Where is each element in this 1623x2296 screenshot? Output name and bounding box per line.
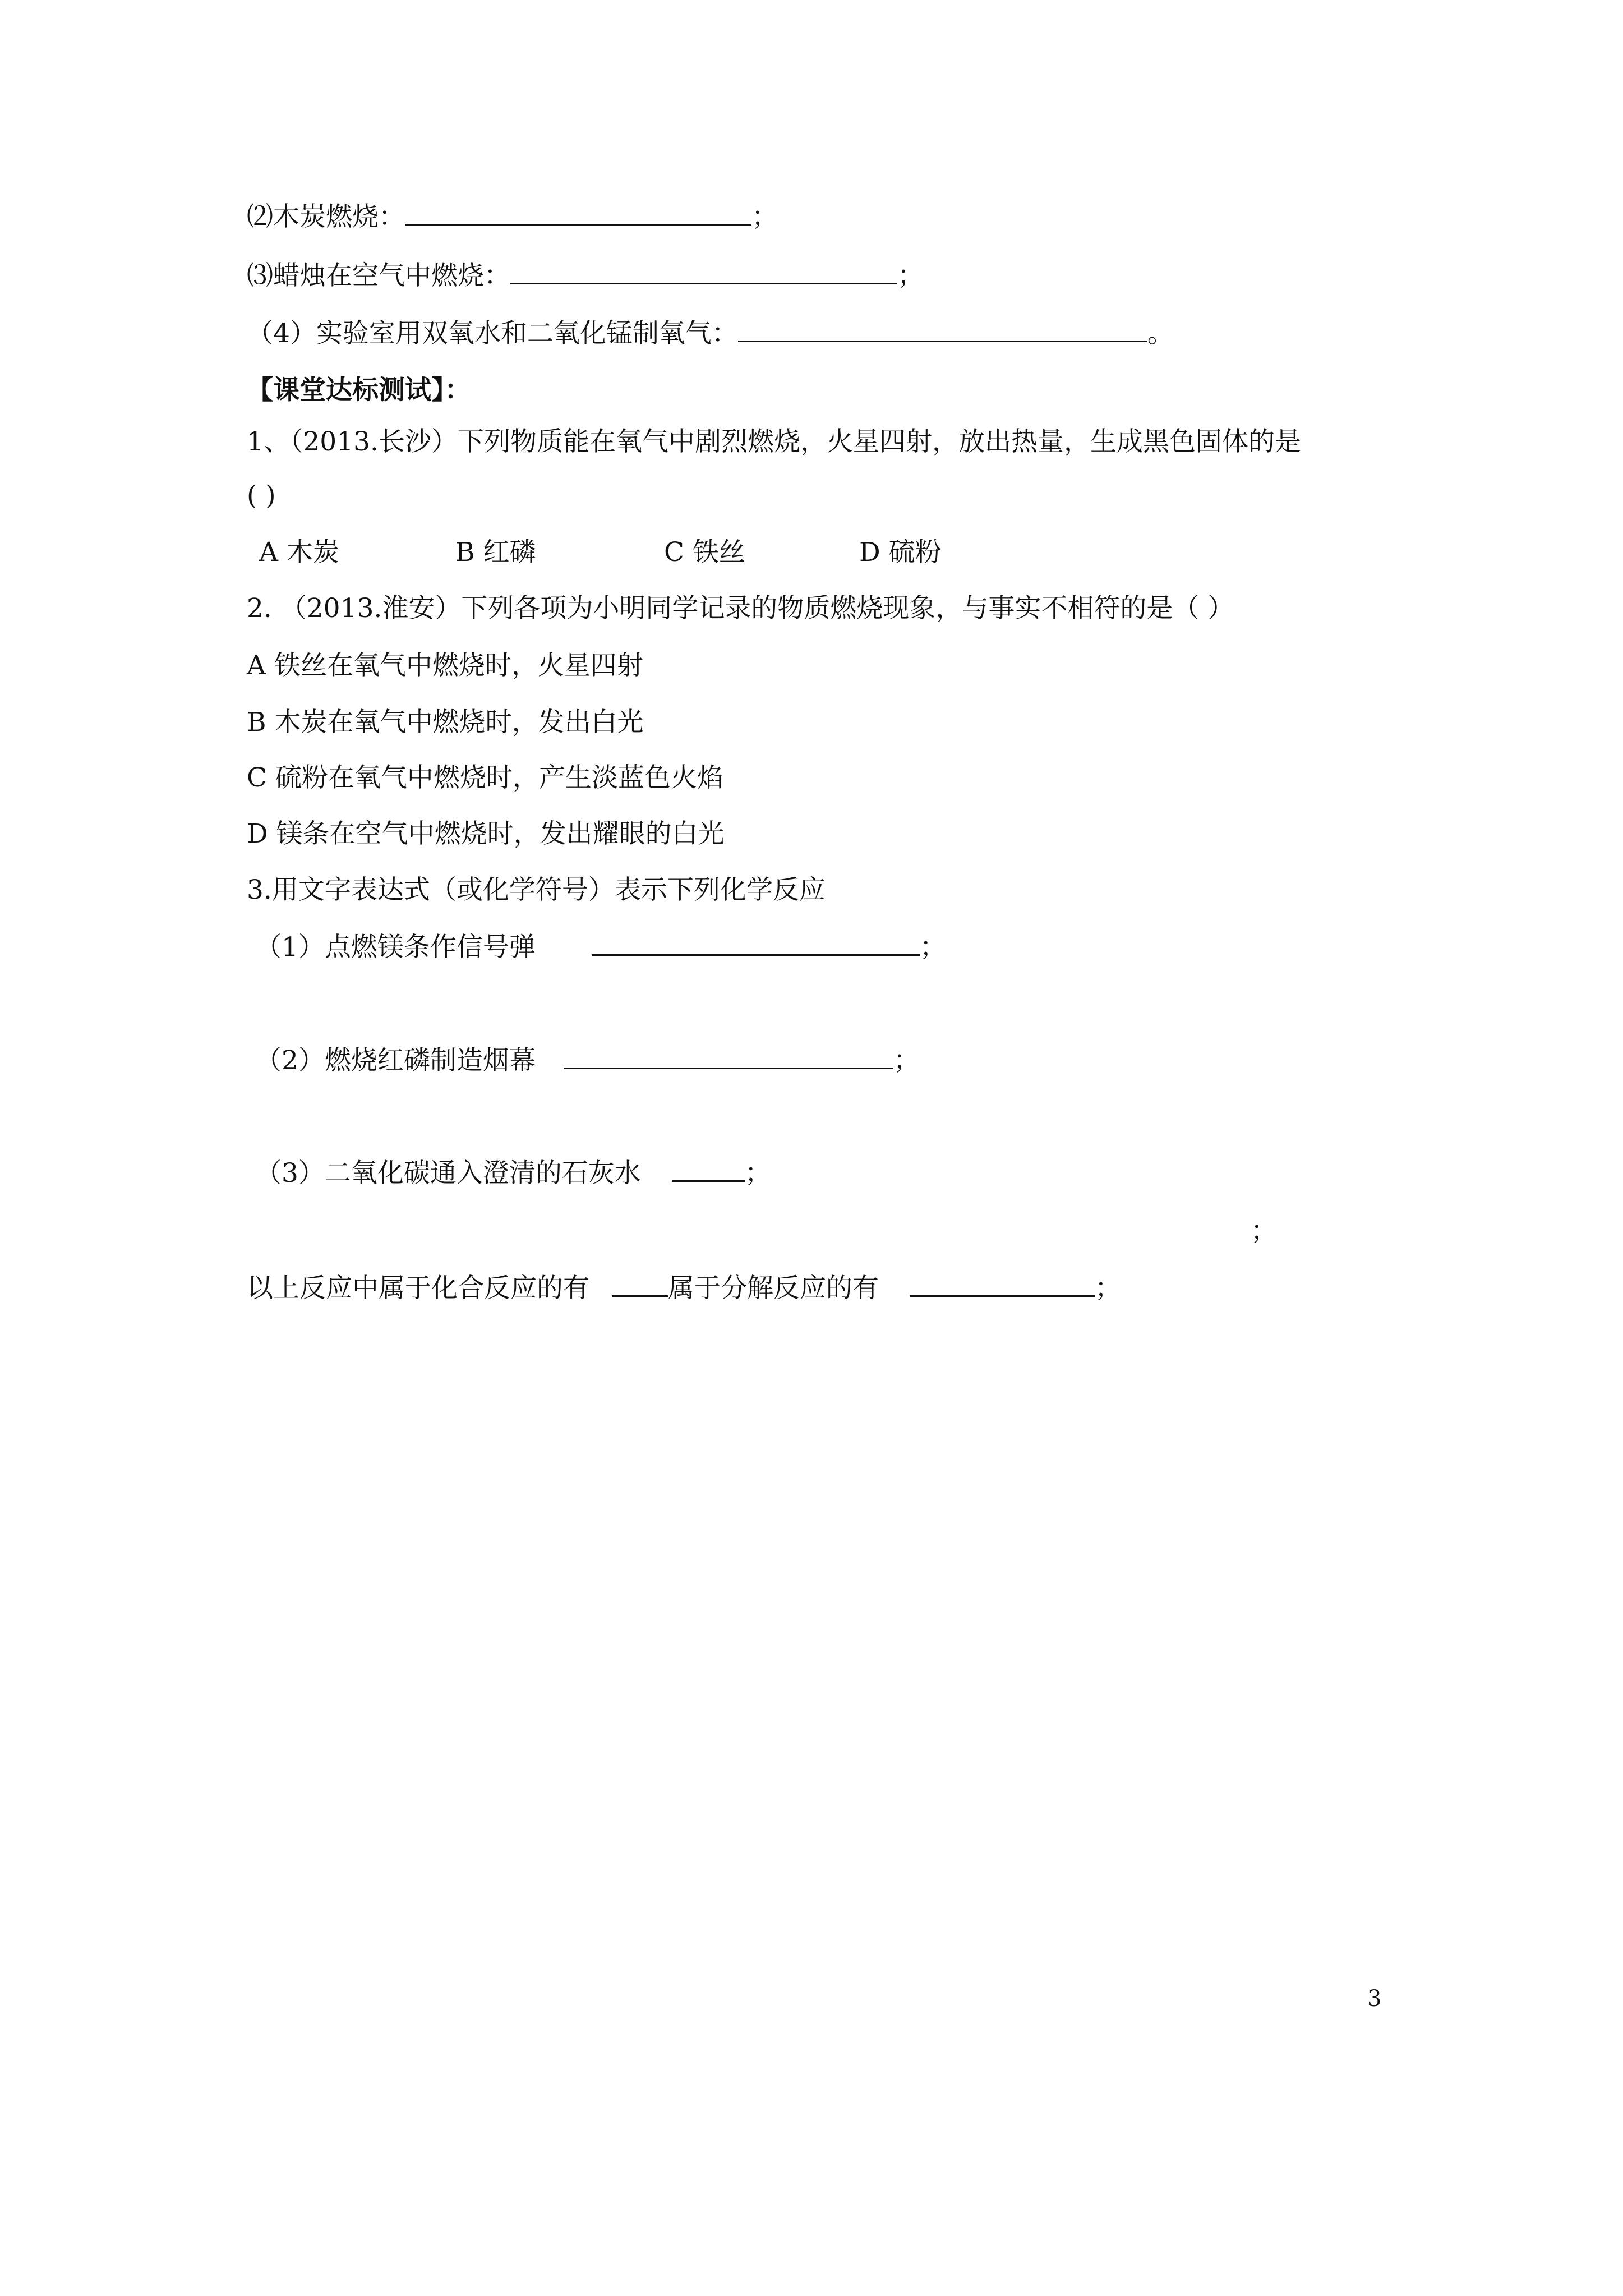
- q1-stem: 1、（2013.长沙）下列物质能在氧气中剧烈燃烧，火星四射，放出热量，生成黑色固体的是: [247, 426, 1301, 457]
- q3-summary-a: 以上反应中属于化合反应的有: [247, 1273, 589, 1304]
- punct: ；: [744, 1158, 771, 1189]
- q3-sub-1-label: （1）点燃镁条作信号弹: [255, 932, 536, 963]
- punct: ；: [751, 201, 778, 232]
- answer-blank[interactable]: [738, 316, 1147, 342]
- punct: 。: [1147, 318, 1174, 349]
- q3-summary: [247, 1271, 1121, 1305]
- punct: ；: [1095, 1273, 1121, 1304]
- q1-option-b: B 红磷: [455, 537, 536, 568]
- answer-blank[interactable]: [592, 930, 920, 956]
- fill-item-3: [247, 258, 924, 293]
- fill-item-3-label: ⑶蜡烛在空气中燃烧：: [247, 260, 510, 291]
- fill-item-2: [247, 199, 778, 234]
- q3-sub-2: [255, 1043, 920, 1078]
- q3-summary-b: 属于分解反应的有: [668, 1273, 879, 1304]
- answer-blank[interactable]: [564, 1043, 893, 1069]
- section-title: 【课堂达标测试】：: [247, 375, 471, 406]
- q3-sub-3-label: （3）二氧化碳通入澄清的石灰水: [255, 1158, 641, 1189]
- answer-blank[interactable]: [910, 1271, 1095, 1297]
- answer-blank[interactable]: [510, 258, 897, 284]
- q3-sub-2-label: （2）燃烧红磷制造烟幕: [255, 1045, 536, 1076]
- fill-item-4: [247, 316, 1174, 351]
- q1-option-c: C 铁丝: [664, 537, 745, 568]
- q1-answer-paren: ( ): [247, 480, 276, 511]
- q3-stem: 3.用文字表达式（或化学符号）表示下列化学反应: [247, 875, 826, 905]
- fill-item-4-label: （4）实验室用双氧水和二氧化锰制氧气：: [247, 318, 738, 349]
- q2-option-b: B 木炭在氧气中燃烧时，发出白光: [247, 707, 644, 738]
- answer-blank[interactable]: [405, 199, 751, 226]
- q1-option-d: D 硫粉: [859, 537, 942, 568]
- q2-option-c: C 硫粉在氧气中燃烧时，产生淡蓝色火焰: [247, 762, 723, 793]
- q2-stem: 2. （2013.淮安）下列各项为小明同学记录的物质燃烧现象，与事实不相符的是（ ）: [247, 593, 1234, 624]
- answer-blank[interactable]: [612, 1271, 668, 1297]
- answer-blank[interactable]: [672, 1156, 745, 1182]
- q3-sub-1: [255, 930, 946, 964]
- punct: ；: [893, 1045, 920, 1076]
- q3-sub-3: [255, 1156, 771, 1190]
- page-number: 3: [1367, 1986, 1382, 2012]
- q2-option-a: A 铁丝在氧气中燃烧时，火星四射: [247, 650, 643, 681]
- q2-option-d: D 镁条在空气中燃烧时，发出耀眼的白光: [247, 818, 725, 849]
- stray-semicolon: ；: [1251, 1216, 1277, 1246]
- q1-option-a: A 木炭: [259, 537, 339, 568]
- punct: ；: [919, 932, 946, 963]
- punct: ；: [897, 260, 924, 291]
- fill-item-2-label: ⑵木炭燃烧：: [247, 201, 405, 232]
